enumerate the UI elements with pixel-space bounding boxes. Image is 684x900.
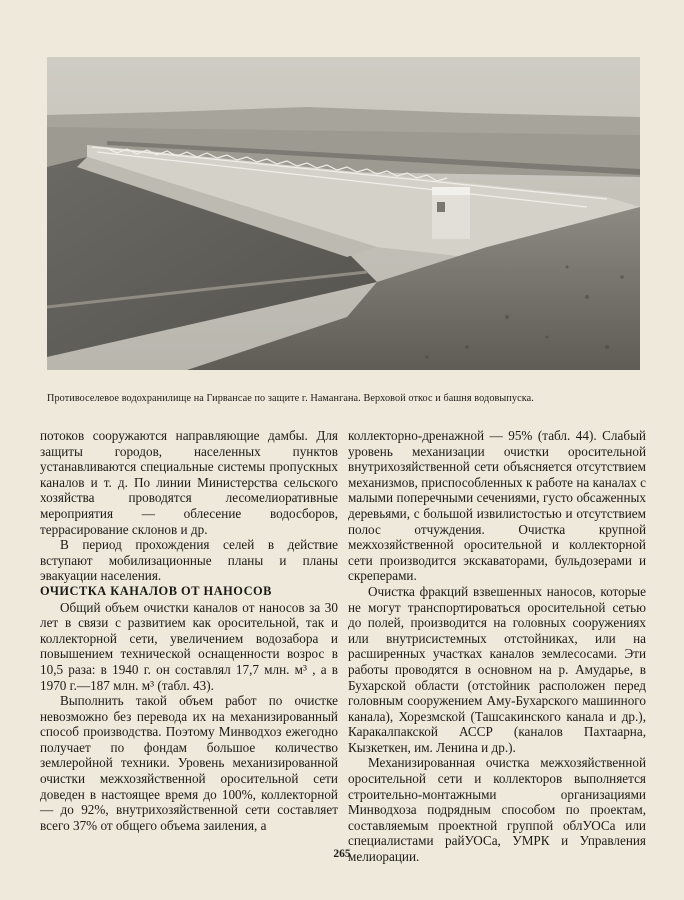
section-heading: ОЧИСТКА КАНАЛОВ ОТ НАНОСОВ [40, 583, 272, 598]
paragraph: Механизированная очистка межхозяйственной оросительной сети и коллекторов выполняется строительно-монтажными организациями Минводхоза подрядным способом по проектам, составляемым проектной группой облУОСа или специалистами райУОСа, УМРК и Управления мелиорации. [348, 755, 646, 865]
page-number: 265 [333, 848, 351, 860]
paragraph: Выполнить такой объем работ по очистке невозможно без перевода их на механизированный способ производства. Поэтому Минводхоз ежегодно получает по фондам большое количество землеройной техники. Уровень механизированной очистки межхозяйственной оросительной сети доведен в настоящее время до 100%, коллекторной — до 92%, внутрихозяйственной сети составляет всего 37% от общего объема заиления, а [40, 693, 338, 833]
paragraph: Общий объем очистки каналов от наносов за 30 лет в связи с развитием как оросительной, так и коллекторной сети, увеличением водозабора и повышением технической оснащенности возрос в 10,5 раза: в 1940 г. он составлял 17,7 млн. м³ , а в 1970 г.—187 млн. м³ (табл. 43). [40, 599, 338, 693]
photo-caption: Противоселевое водохранилище на Гирвансае по защите г. Наманганa. Верховой откос и башня водовыпуска. [47, 393, 534, 404]
paragraph: коллекторно-дренажной — 95% (табл. 44). Слабый уровень механизации очистки оросительной внутрихозяйственной сети объясняется отсутствием механизмов, приспособленных к работе на каналах с малыми поперечными сечениями, густо обсаженных деревьями, с большой извилистостью и отсутствием полос отчуждения. Очистка крупной межхозяйственной оросительной и коллекторной сети производится экскаваторами, бульдозерами и скреперами. [348, 428, 646, 584]
reservoir-dam-photo [47, 57, 640, 370]
photo-illustration [47, 57, 640, 370]
paragraph: потоков сооружаются направляющие дамбы. Для защиты городов, населенных пунктов устанавливаются специальные системы пропускных каналов и т. д. По линии Министерства сельского хозяйства проводятся лесомелиоративные мероприятия — облесение водосборов, террасирование склонов и др. [40, 428, 338, 537]
paragraph: Очистка фракций взвешенных наносов, которые не могут транспортироваться оросительной сетью до полей, производится на головных сооружениях или внутрисистемных отстойниках, или на расширенных участках каналов землесосами. Эти работы проводятся в основном на р. Амударье, в Бухарской области (отстойник расположен перед головным сооружением Аму-Бухарского машинного канала), Хорезмской (Ташсакинского канала и др.), Каракалпакской АССР (каналов Пахтаарна, Кызкеткен, им. Ленина и др.). [348, 583, 646, 755]
right-column [348, 428, 646, 865]
left-column [40, 428, 338, 833]
paragraph: В период прохождения селей в действие вступают мобилизационные планы и планы эвакуации населения. [40, 537, 338, 584]
